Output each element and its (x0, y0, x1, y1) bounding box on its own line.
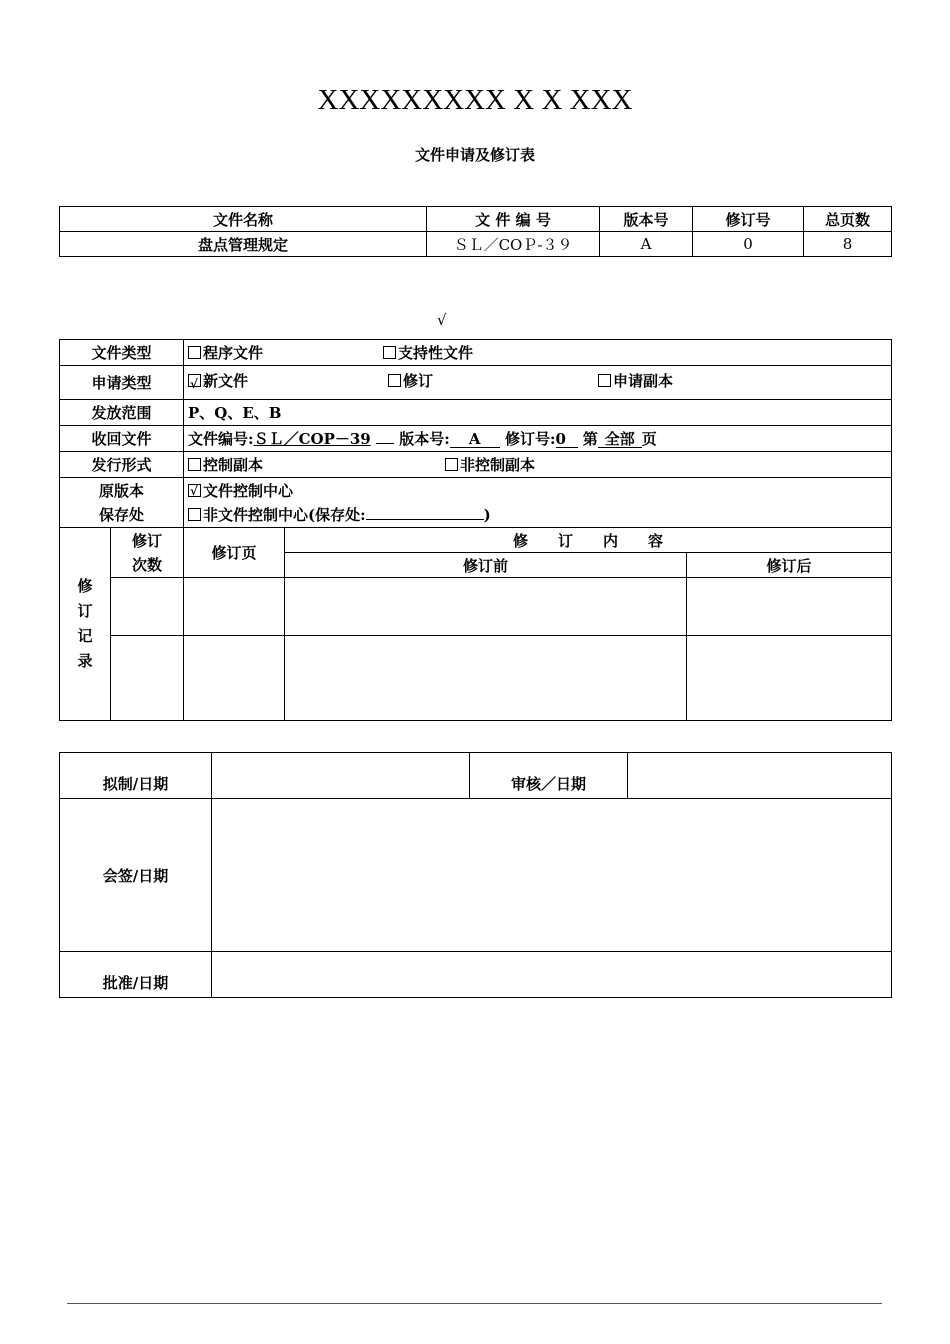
recall-page-prefix: 第 (582, 430, 598, 448)
approve-row (60, 952, 892, 998)
recall-label: 收回文件 (60, 426, 184, 452)
check-mark-icon: √ (190, 377, 198, 391)
approve-date-cell[interactable] (212, 952, 892, 998)
uncontrolled-copy-checkbox[interactable] (445, 458, 458, 471)
doc-type-label: 文件类型 (60, 340, 184, 366)
revision-content-header: 修 订 内 容 (285, 528, 892, 553)
header-doc-number: 文 件 编 号 (427, 207, 600, 232)
program-file-label: 程序文件 (203, 344, 264, 362)
uncontrolled-copy-label: 非控制副本 (460, 456, 536, 474)
revision-times-header: 修订 次数 (111, 528, 184, 578)
other-location-checkbox[interactable] (188, 508, 201, 521)
issue-form-options (184, 452, 892, 478)
value-doc-number: ＳＬ／COＰ-３９ (427, 232, 600, 257)
check-mark-icon: √ (437, 311, 447, 329)
header-revision: 修订号 (693, 207, 804, 232)
footer-divider (67, 1303, 882, 1304)
recall-details (184, 426, 892, 452)
draft-date-cell[interactable] (212, 753, 470, 799)
doc-control-center-label: 文件控制中心 (203, 481, 294, 500)
distribution-label: 发放范围 (60, 400, 184, 426)
application-form-table (59, 339, 892, 721)
recall-revision-label: 修订号: (504, 430, 556, 448)
table-row (60, 578, 892, 636)
distribution-row (60, 400, 892, 426)
revision-record-side-label: 修 订 记 录 (60, 528, 111, 721)
storage-label-line1: 原版本 (99, 481, 145, 500)
value-version: A (600, 232, 693, 257)
revision-page-cell[interactable] (184, 578, 285, 636)
controlled-copy-checkbox[interactable] (188, 458, 201, 471)
revision-page-cell[interactable] (184, 636, 285, 721)
new-file-label: 新文件 (203, 372, 249, 390)
storage-label-line2: 保存处 (99, 505, 145, 524)
revision-after-cell[interactable] (687, 636, 892, 721)
revision-after-cell[interactable] (687, 578, 892, 636)
value-doc-name: 盘点管理规定 (60, 232, 427, 257)
table-header-row (60, 207, 892, 232)
recall-version-value: A (450, 431, 500, 448)
request-copy-label: 申请副本 (613, 372, 674, 390)
recall-page-suffix: 页 (641, 430, 657, 448)
program-file-checkbox[interactable] (188, 346, 201, 359)
new-file-checkbox[interactable] (188, 374, 201, 391)
request-copy-checkbox[interactable] (598, 374, 611, 387)
review-date-cell[interactable] (628, 753, 892, 799)
issue-form-row (60, 452, 892, 478)
recall-revision-value: 0 (556, 431, 578, 448)
doc-type-row (60, 340, 892, 366)
apply-type-options (184, 366, 892, 400)
controlled-copy-label: 控制副本 (203, 456, 264, 474)
recall-row (60, 426, 892, 452)
revise-checkbox[interactable] (388, 374, 401, 387)
revision-page-header: 修订页 (184, 528, 285, 578)
recall-page-value: 全部 (598, 431, 642, 448)
check-mark-icon: √ (190, 483, 198, 498)
support-file-label: 支持性文件 (398, 344, 474, 362)
revision-times-cell[interactable] (111, 578, 184, 636)
draft-review-row (60, 753, 892, 799)
form-subtitle: 文件申请及修订表 (414, 146, 535, 164)
revision-before-header: 修订前 (285, 553, 687, 578)
signoff-table (59, 752, 892, 998)
issue-form-label: 发行形式 (60, 452, 184, 478)
countersign-date-cell[interactable] (212, 799, 892, 952)
table-row (60, 232, 892, 257)
other-location-label: 非文件控制中心(保存处: (203, 505, 366, 524)
revision-times-cell[interactable] (111, 636, 184, 721)
revision-before-cell[interactable] (285, 578, 687, 636)
storage-label (60, 478, 184, 528)
document-info-table (59, 206, 892, 257)
recall-number-value: ＳＬ／COP－39 (253, 430, 371, 448)
apply-type-label: 申请类型 (60, 366, 184, 400)
recall-number-label: 文件编号: (188, 430, 254, 448)
approve-date-label: 批准/日期 (60, 952, 212, 998)
header-doc-name: 文件名称 (60, 207, 427, 232)
review-date-label: 审核／日期 (470, 753, 628, 799)
distribution-value: P、Q、E、B (184, 400, 892, 426)
revise-label: 修订 (403, 372, 434, 390)
revision-after-header: 修订后 (687, 553, 892, 578)
countersign-date-label: 会签/日期 (60, 799, 212, 952)
value-revision: 0 (693, 232, 804, 257)
document-title: XXXXXXXXX X X XXX (317, 84, 633, 116)
header-total-pages: 总页数 (804, 207, 892, 232)
doc-control-center-checkbox[interactable] (188, 484, 201, 497)
storage-row (60, 478, 892, 528)
countersign-row (60, 799, 892, 952)
storage-options (184, 478, 892, 528)
support-file-checkbox[interactable] (383, 346, 396, 359)
draft-date-label: 拟制/日期 (60, 753, 212, 799)
header-version: 版本号 (600, 207, 693, 232)
revision-header-row (60, 528, 892, 553)
revision-before-cell[interactable] (285, 636, 687, 721)
recall-version-label: 版本号: (399, 430, 450, 448)
doc-type-options (184, 340, 892, 366)
apply-type-row (60, 366, 892, 400)
table-row (60, 636, 892, 721)
value-total-pages: 8 (804, 232, 892, 257)
other-location-end: ) (483, 505, 491, 524)
